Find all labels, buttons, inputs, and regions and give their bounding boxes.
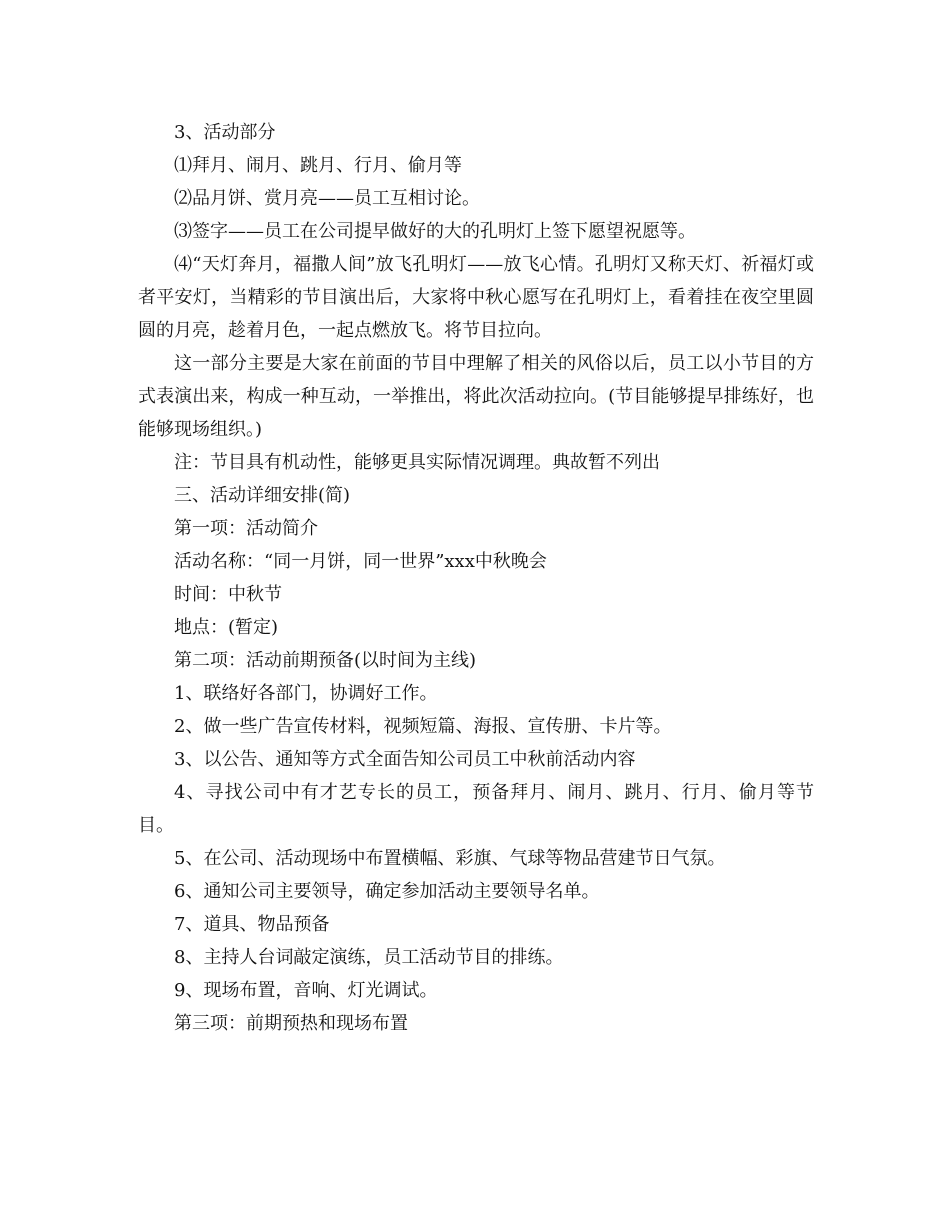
note-paragraph: 注：节目具有机动性，能够更具实际情况调理。典故暂不列出 [174, 452, 660, 473]
prep-item-2: 2、做一些广告宣传材料，视频短篇、海报、宣传册、卡片等。 [174, 716, 672, 737]
prep-item-5: 5、在公司、活动现场中布置横幅、彩旗、气球等物品营建节日气氛。 [174, 848, 726, 869]
document-body [138, 116, 814, 1040]
activity-location: 地点：(暂定) [174, 617, 279, 638]
prep-item-7: 7、道具、物品预备 [174, 914, 330, 935]
prep-item-3: 3、以公告、通知等方式全面告知公司员工中秋前活动内容 [174, 749, 636, 770]
prep-item-9: 9、现场布置，音响、灯光调试。 [174, 980, 438, 1001]
prep-item-1: 1、联络好各部门，协调好工作。 [174, 683, 438, 704]
subheading-item-one: 第一项：活动简介 [174, 518, 318, 539]
list-item-worship-moon: ⑴拜月、闹月、跳月、行月、偷月等 [174, 155, 462, 176]
prep-item-4: 4、寻找公司中有才艺专长的员工，预备拜月、闹月、跳月、行月、偷月等节目。 [138, 782, 814, 836]
prep-item-6: 6、通知公司主要领导，确定参加活动主要领导名单。 [174, 881, 600, 902]
section-heading-activity-part: 3、活动部分 [174, 122, 276, 143]
list-item-sky-lantern: ⑷“天灯奔月，福撒人间”放飞孔明灯——放飞心情。孔明灯又称天灯、祈福灯或者平安灯，当精彩的节目演出后，大家将中秋心愿写在孔明灯上，看着挂在夜空里圆圆的月亮，趁着月色，一起点燃放飞。将节目拉向。 [138, 254, 814, 341]
list-item-signing: ⑶签字——员工在公司提早做好的大的孔明灯上签下愿望祝愿等。 [174, 221, 696, 242]
list-item-mooncake: ⑵品月饼、赏月亮——员工互相讨论。 [174, 188, 480, 209]
activity-time: 时间：中秋节 [174, 584, 282, 605]
activity-name: 活动名称：“同一月饼，同一世界”xxx中秋晚会 [174, 551, 547, 572]
subheading-item-three: 第三项：前期预热和现场布置 [174, 1013, 408, 1034]
body-paragraph-interaction: 这一部分主要是大家在前面的节目中理解了相关的风俗以后，员工以小节目的方式表演出来，构成一种互动，一举推出，将此次活动拉向。(节目能够提早排练好，也能够现场组织。) [138, 353, 814, 440]
prep-item-8: 8、主持人台词敲定演练，员工活动节目的排练。 [174, 947, 564, 968]
section-heading-detailed-schedule: 三、活动详细安排(简) [174, 485, 351, 506]
subheading-item-two: 第二项：活动前期预备(以时间为主线) [174, 650, 477, 671]
